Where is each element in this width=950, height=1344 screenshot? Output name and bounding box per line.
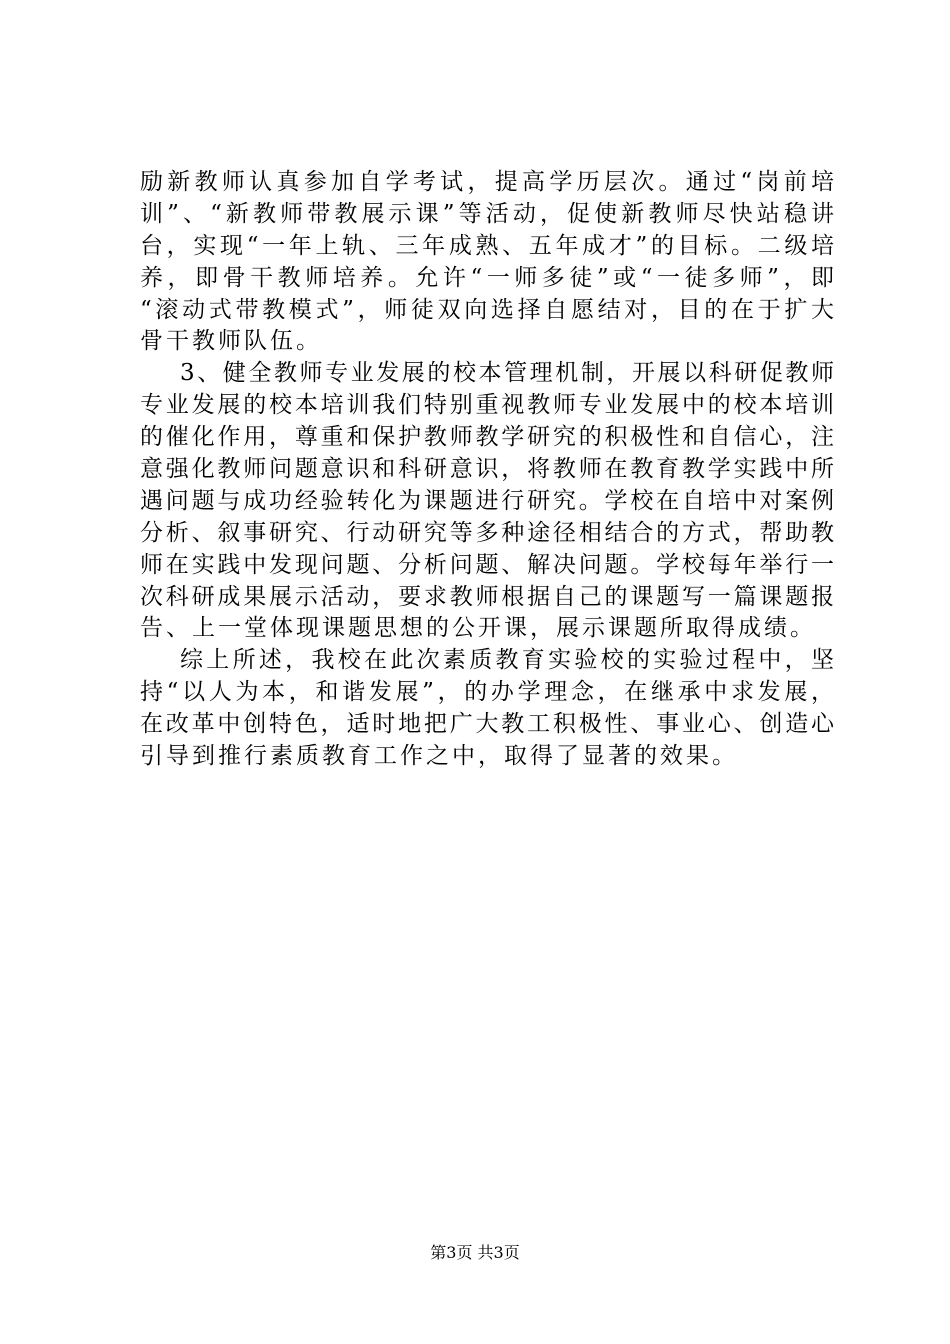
page-footer	[0, 1243, 950, 1263]
paragraph-1-line-2: 训”、“新教师带教展示课”等活动，促使新教师尽快站稳讲	[140, 200, 834, 227]
paragraph-2-line-3: 的催化作用，尊重和保护教师教学研究的积极性和自信心，注	[140, 424, 834, 451]
paragraph-2-line-6: 分析、叙事研究、行动研究等多种途径相结合的方式，帮助教	[140, 519, 834, 546]
paragraph-2-line-5: 遇问题与成功经验转化为课题进行研究。学校在自培中对案例	[140, 487, 834, 514]
paragraph-1-line-6: 骨干教师队伍。	[140, 328, 322, 355]
paragraph-2-line-8: 次科研成果展示活动，要求教师根据自己的课题写一篇课题报	[140, 583, 834, 610]
paragraph-1-line-1: 励新教师认真参加自学考试，提高学历层次。通过“岗前培	[140, 169, 834, 195]
paragraph-3-line-3: 在改革中创特色，适时地把广大教工积极性、事业心、创造心	[140, 711, 834, 738]
paragraph-1-line-3: 台，实现“一年上轨、三年成熟、五年成才”的目标。二级培	[140, 232, 834, 259]
paragraph-3-line-4: 引导到推行素质教育工作之中，取得了显著的效果。	[140, 743, 738, 770]
paragraph-2-line-4: 意强化教师问题意识和科研意识，将教师在教育教学实践中所	[140, 456, 834, 483]
paragraph-3-line-2: 持“以人为本，和谐发展”，的办学理念，在继承中求发展，	[140, 679, 834, 706]
paragraph-2-line-9: 告、上一堂体现课题思想的公开课，展示课题所取得成绩。	[140, 615, 816, 642]
document-body	[140, 167, 834, 773]
page-number-label: 第3页 共3页	[430, 1243, 520, 1262]
paragraph-3-line-1: 综上所述，我校在此次素质教育实验校的实验过程中，坚	[180, 647, 834, 674]
paragraph-1-line-5: “滚动式带教模式”，师徒双向选择自愿结对，目的在于扩大	[140, 296, 834, 323]
paragraph-1-line-4: 养，即骨干教师培养。允许“一师多徒”或“一徒多师”，即	[140, 264, 834, 291]
paragraph-2-line-1: 3、健全教师专业发展的校本管理机制，开展以科研促教师	[180, 360, 834, 387]
paragraph-2-line-2: 专业发展的校本培训我们特别重视教师专业发展中的校本培训	[140, 392, 834, 419]
paragraph-2-line-7: 师在实践中发现问题、分析问题、解决问题。学校每年举行一	[140, 551, 834, 578]
